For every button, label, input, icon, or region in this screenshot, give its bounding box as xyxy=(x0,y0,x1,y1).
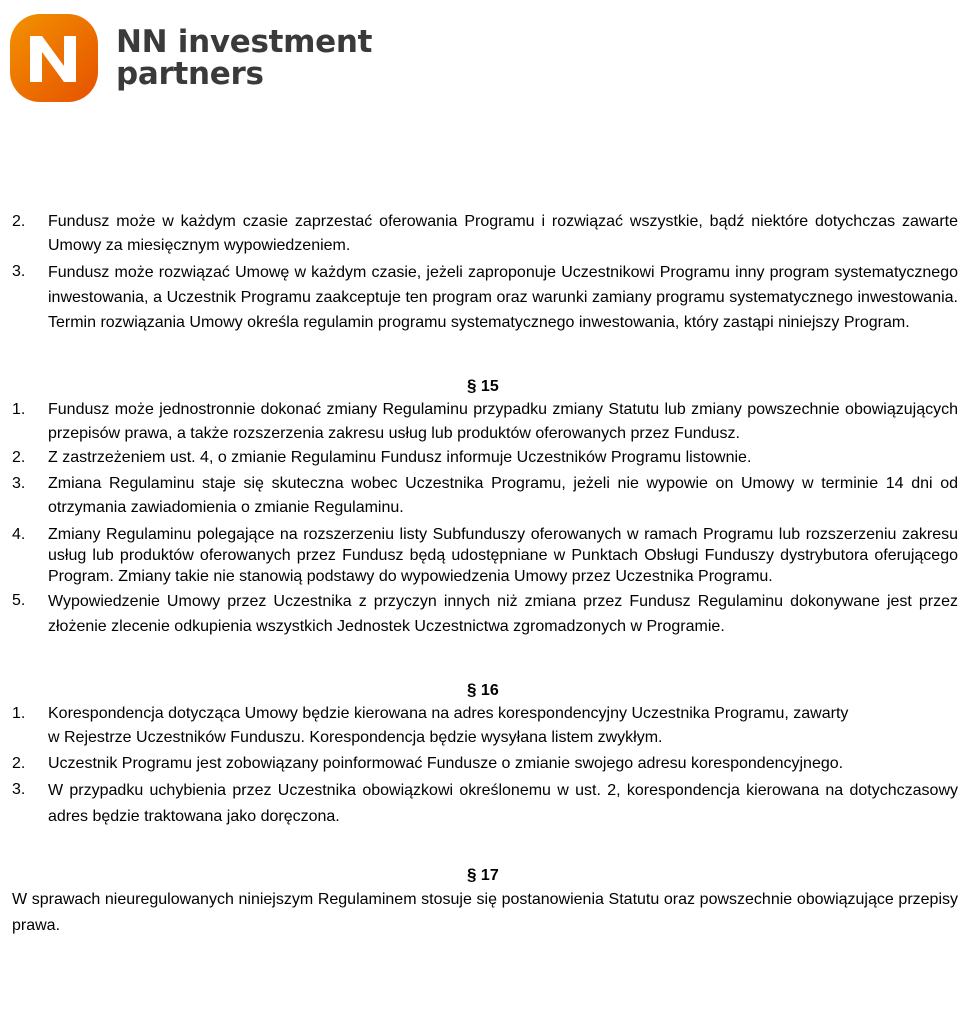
item-text: Korespondencja dotycząca Umowy będzie kierowana na adres korespondencyjny Uczestnika Programu, zawarty xyxy=(48,705,849,722)
item-text: Wypowiedzenie Umowy przez Uczestnika z przyczyn innych niż zmiana przez Fundusz Regulaminu dokonywane jest przez złożenie zlecenie odkupienia wszystkich Jednostek Uczestnictwa zgromadzonych w Programie. xyxy=(48,593,958,635)
section-17-text: W sprawach nieuregulowanych niniejszym Regulaminem stosuje się postanowienia Statutu oraz powszechnie obowiązujące przepisy prawa. xyxy=(12,891,958,934)
list-item-continuation xyxy=(12,726,958,750)
list-item xyxy=(12,472,958,520)
section-symbol: § xyxy=(467,680,477,699)
section-symbol: § xyxy=(467,376,477,395)
company-logo xyxy=(8,12,372,112)
brand-line-2: partners xyxy=(116,56,264,92)
section-heading-15 xyxy=(467,375,958,398)
brand-line-1: NN investment xyxy=(116,24,373,60)
item-number-empty xyxy=(12,726,48,750)
list-item xyxy=(12,398,958,446)
nn-lion-mark-icon xyxy=(8,12,100,104)
item-number: 2. xyxy=(12,449,26,466)
item-number: 2. xyxy=(12,213,26,230)
item-number: 3. xyxy=(12,263,26,280)
section-number: 15 xyxy=(480,378,499,395)
list-item xyxy=(12,524,958,587)
item-number: 3. xyxy=(12,475,26,492)
item-text: Fundusz może rozwiązać Umowę w każdym czasie, jeżeli zaproponuje Uczestnikowi Programu inny program systematycznego inwestowania, a Uczestnik Programu zaakceptuje ten program oraz warunki zamiany programu systematycznego inwestowania. Termin rozwiązania Umowy określa regulamin programu systematycznego inwestowania, który zastąpi niniejszy Program. xyxy=(48,264,958,331)
section-heading-16 xyxy=(467,679,958,702)
list-item xyxy=(12,589,958,639)
list-item xyxy=(12,446,958,470)
list-item xyxy=(12,210,958,258)
list-item xyxy=(12,702,958,726)
list-item xyxy=(12,260,958,335)
item-text: Z zastrzeżeniem ust. 4, o zmianie Regulaminu Fundusz informuje Uczestników Programu listownie. xyxy=(48,449,752,466)
list-item xyxy=(12,752,958,776)
item-number: 5. xyxy=(12,592,26,609)
item-number: 3. xyxy=(12,781,26,798)
item-text: Fundusz może jednostronnie dokonać zmiany Regulaminu przypadku zmiany Statutu lub zmiany powszechnie obowiązujących przepisów prawa, a także rozszerzenia zakresu usług lub produktów oferowanych przez Fundusz. xyxy=(48,401,958,442)
item-number: 1. xyxy=(12,705,26,722)
section-number: 17 xyxy=(480,867,499,884)
section-number: 16 xyxy=(480,682,499,699)
item-number: 4. xyxy=(12,526,26,543)
document-body xyxy=(12,210,958,939)
list-item xyxy=(12,778,958,830)
item-text: Uczestnik Programu jest zobowiązany poinformować Fundusze o zmianie swojego adresu korespondencyjnego. xyxy=(48,755,844,772)
item-text: W przypadku uchybienia przez Uczestnika obowiązkowi określonemu w ust. 2, korespondencja kierowana na dotychczasowy adres będzie traktowana jako doręczona. xyxy=(48,782,958,825)
item-text: w Rejestrze Uczestników Funduszu. Korespondencja będzie wysyłana listem zwykłym. xyxy=(48,729,663,746)
brand-wordmark xyxy=(116,26,372,90)
section-symbol: § xyxy=(467,865,477,884)
item-number: 1. xyxy=(12,401,26,418)
section-heading-17 xyxy=(467,864,958,887)
item-text-block xyxy=(48,702,958,726)
item-text: Fundusz może w każdym czasie zaprzestać oferowania Programu i rozwiązać wszystkie, bądź niektóre dotychczas zawarte Umowy za miesięcznym wypowiedzeniem. xyxy=(48,213,958,254)
item-text: Zmiany Regulaminu polegające na rozszerzeniu listy Subfunduszy oferowanych w ramach Programu lub rozszerzeniu zakresu usług lub produktów oferowanych przez Fundusz będą udostępniane w Punktach Obsługi Funduszy dystrybutora oferującego Program. Zmiany takie nie stanowią podstawy do wypowiedzenia Umowy przez Uczestnika Programu. xyxy=(48,526,958,585)
item-text: Zmiana Regulaminu staje się skuteczna wobec Uczestnika Programu, jeżeli nie wypowie on Umowy w terminie 14 dni od otrzymania zawiadomienia o zmianie Regulaminu. xyxy=(48,475,958,516)
item-number: 2. xyxy=(12,755,26,772)
